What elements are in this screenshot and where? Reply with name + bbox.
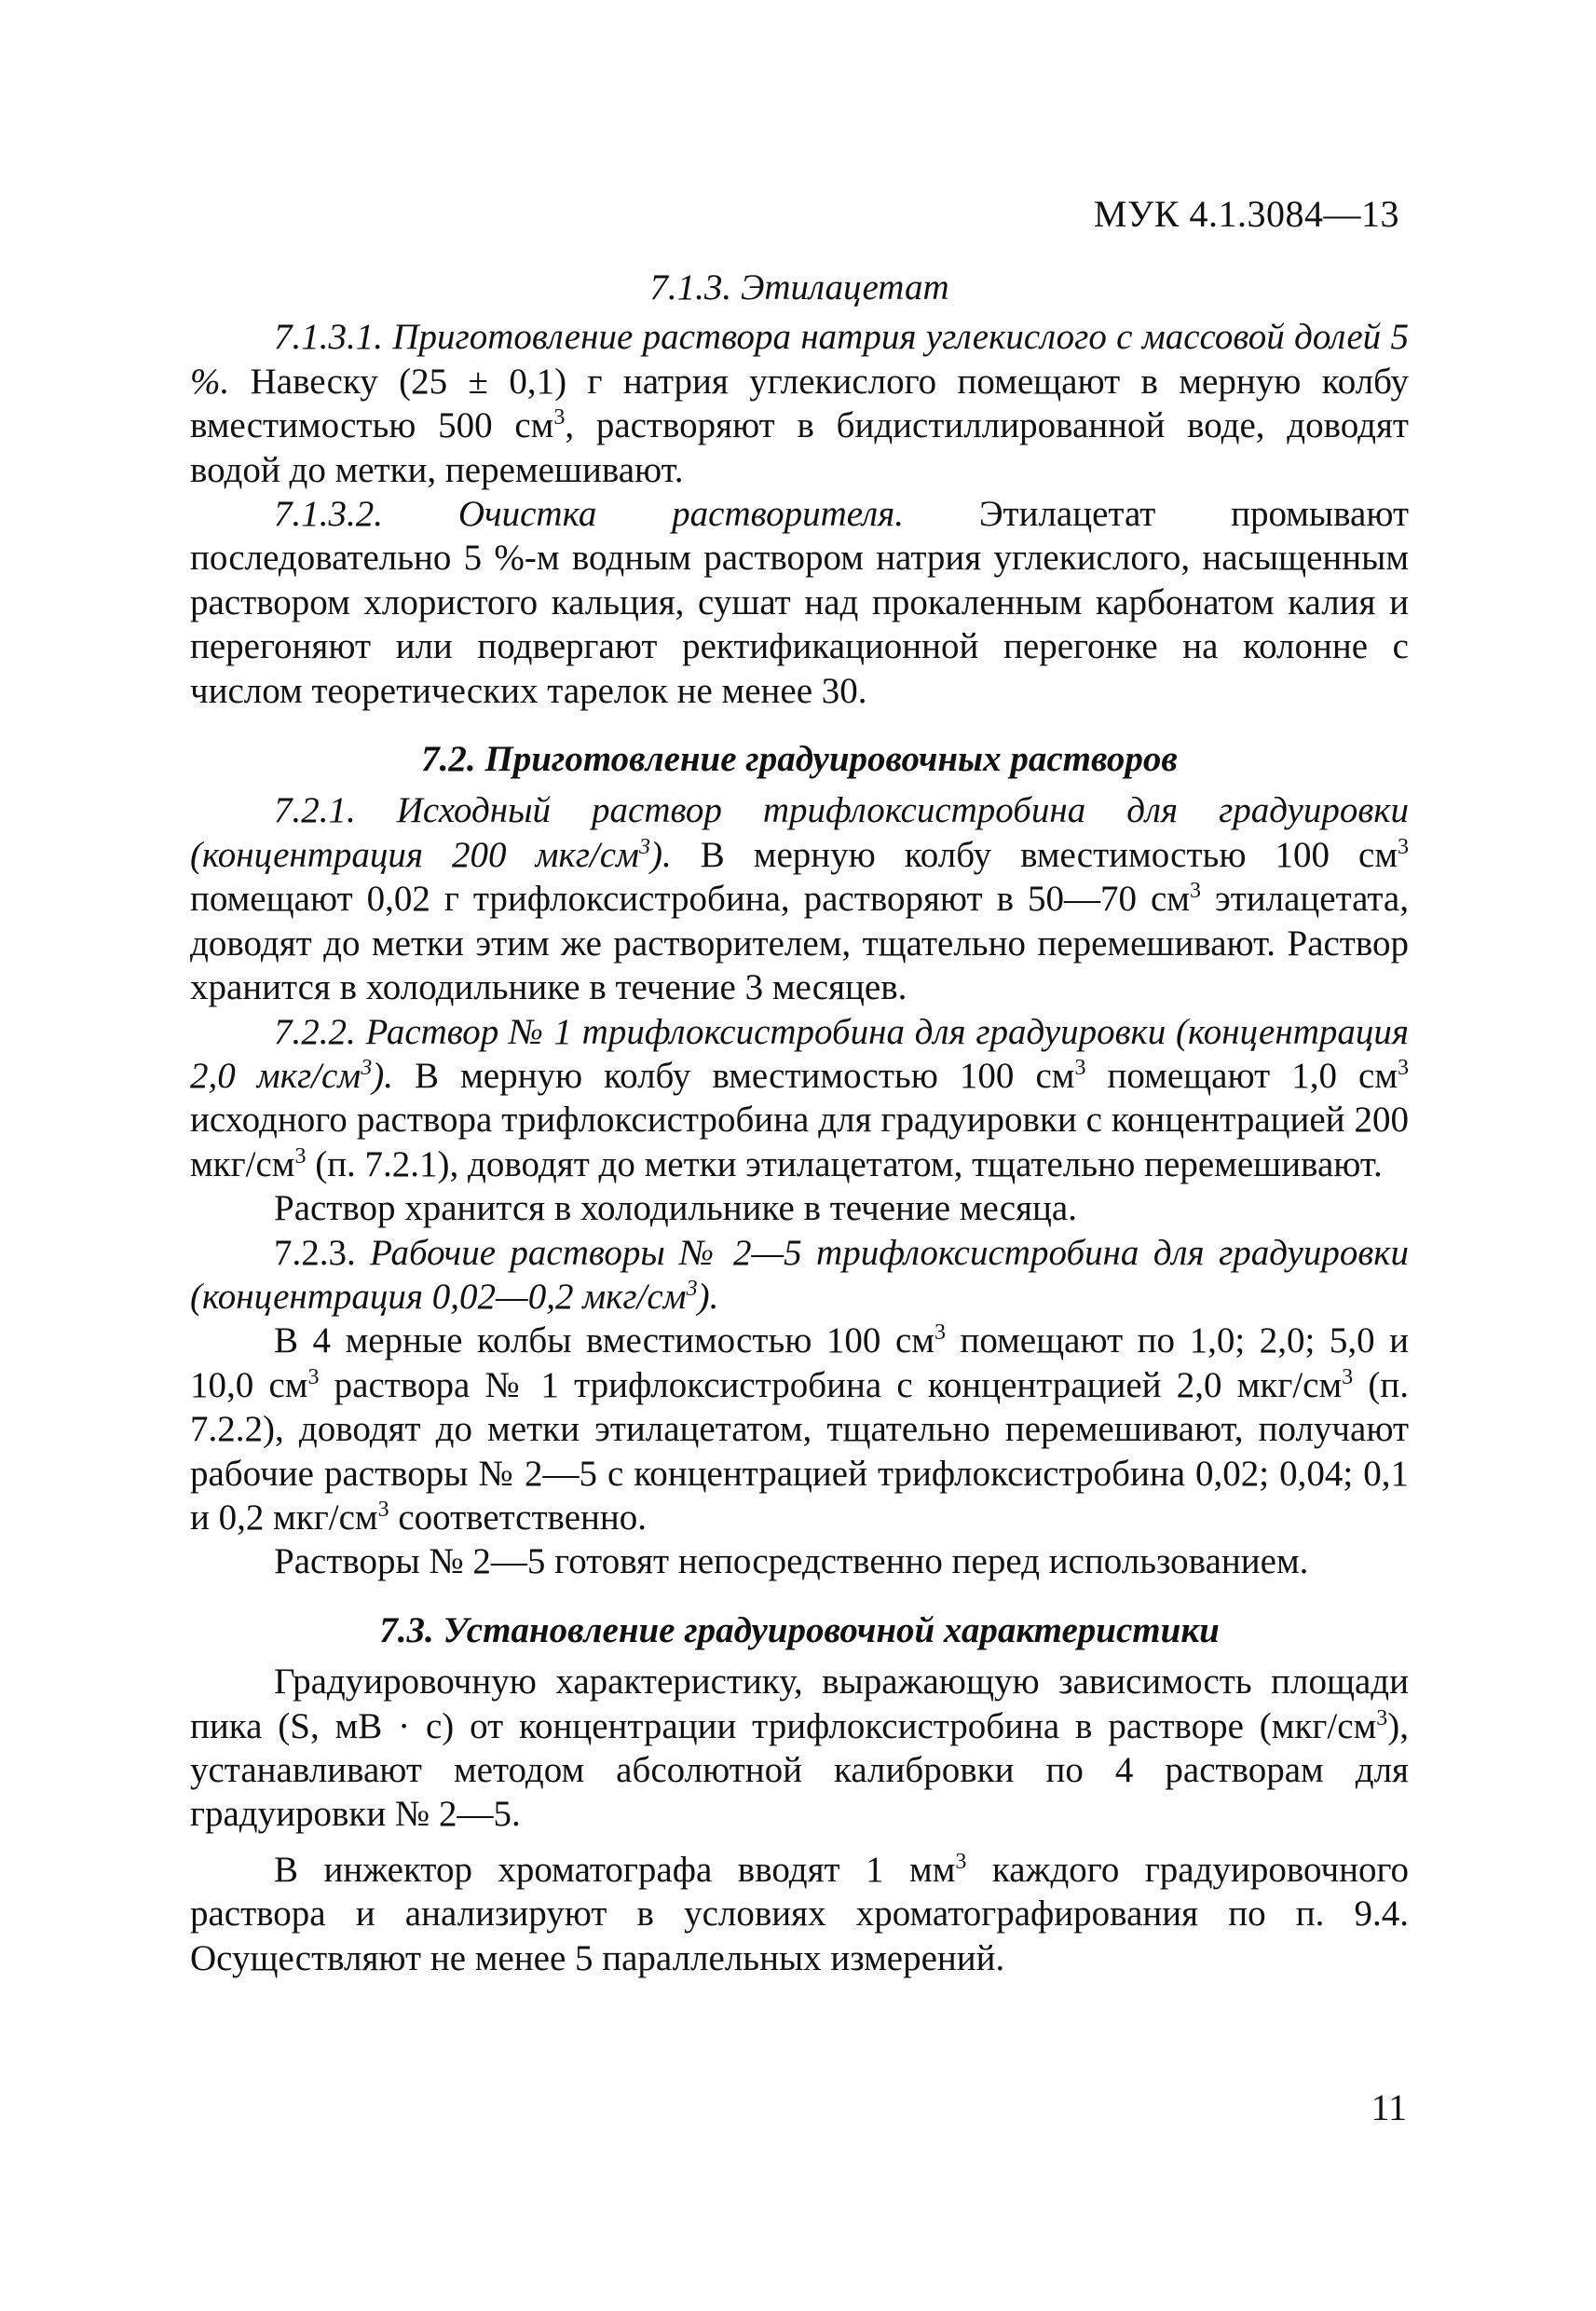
section-title-7-3: 7.3. Установление градуировочной характеристики bbox=[379, 1609, 1220, 1650]
document-body bbox=[190, 266, 1409, 1980]
paragraph-7-1-3-2: 7.1.3.2. Очистка растворителя. Этилацетат промывают последовательно 5 %-м водным раствором натрия углекислого, насыщенным раствором хлористого кальция, сушат над прокаленным карбонатом калия и перегоняют или подвергают ректификационной перегонке на колонне с числом теоретических тарелок не менее 30. bbox=[190, 494, 1410, 711]
paragraph-7-2-2: 7.2.2. Раствор № 1 трифлоксистробина для градуировки (концентрация 2,0 мкг/$см^3$). В мерную колбу вместимостью 100 $см^3$ помещают 1,0 $см^3$ исходного раствора трифлоксистробина для градуировки с концентрацией 200 мкг/$см^3$ (п. 7.2.1), доводят до метки этилацетатом, тщательно перемешивают. bbox=[190, 1011, 1409, 1184]
paragraph-7-3-a: Градуировочную характеристику, выражающую зависимость площади пика (S, мВ · с) от концентрации трифлоксистробина в растворе $(мкг/см^3)$, устанавливают методом абсолютной калибровки по 4 растворам для градуировки № 2—5. bbox=[190, 1661, 1409, 1835]
document-code-header: МУК 4.1.3084—13 bbox=[1093, 193, 1399, 235]
paragraph-heading: 7.2.1. Исходный раствор трифлоксистробина для градуировки (концентрация 200 мкг/$см^3$). bbox=[190, 790, 1409, 875]
paragraph-7-2-3-note: Растворы № 2—5 готовят непосредственно перед использованием. bbox=[274, 1541, 1309, 1582]
paragraph-7-2-2-storage: Раствор хранится в холодильнике в течение месяца. bbox=[274, 1188, 1077, 1229]
section-title-7-2: 7.2. Приготовление градуировочных растворов bbox=[421, 739, 1178, 780]
paragraph-7-2-3-heading: 7.2.3. Рабочие растворы № 2—5 трифлоксистробина для градуировки (концентрация 0,02—0,2 мкг/$см^3$). bbox=[190, 1232, 1410, 1317]
paragraph-heading: 7.1.3.2. Очистка растворителя. bbox=[274, 494, 904, 535]
paragraph-heading: 7.2.2. Раствор № 1 трифлоксистробина для градуировки (концентрация 2,0 мкг/$см^3$). bbox=[190, 1011, 1409, 1096]
page-number: 11 bbox=[1371, 2086, 1407, 2128]
paragraph-heading: 7.1.3.1. Приготовление раствора натрия углекислого с массовой долей 5 %. bbox=[190, 317, 1409, 402]
paragraph-7-2-3-body: В 4 мерные колбы вместимостью 100 $см^3$ помещают по 1,0; 2,0; 5,0 и 10,0 $см^3$ раствора № 1 трифлоксистробина с концентрацией 2,0 мкг/$см^3$ (п. 7.2.2), доводят до метки этилацетатом, тщательно перемешивают, получают рабочие растворы № 2—5 с концентрацией трифлоксистробина 0,02; 0,04; 0,1 и 0,2 мкг/$см^3$ соответственно. bbox=[190, 1320, 1409, 1538]
paragraph-7-1-3-1: 7.1.3.1. Приготовление раствора натрия углекислого с массовой долей 5 %. Навеску (25 ± 0,1) г натрия углекислого помещают в мерную колбу вместимостью 500 $см^3$, растворяют в бидистиллированной воде, доводят водой до метки, перемешивают. bbox=[190, 317, 1410, 490]
paragraph-7-2-1: 7.2.1. Исходный раствор трифлоксистробина для градуировки (концентрация 200 мкг/$см^3$). В мерную колбу вместимостью 100 $см^3$ помещают 0,02 г трифлоксистробина, растворяют в 50—70 $см^3$ этилацетата, доводят до метки этим же растворителем, тщательно перемешивают. Раствор хранится в холодильнике в течение 3 месяцев. bbox=[190, 790, 1409, 1008]
paragraph-7-3-b: В инжектор хроматографа вводят 1 $мм^3$ каждого градуировочного раствора и анализируют в условиях хроматографирования по п. 9.4. Осуществляют не менее 5 параллельных измерений. bbox=[190, 1849, 1409, 1978]
section-title-7-1-3: 7.1.3. Этилацетат bbox=[649, 267, 949, 308]
